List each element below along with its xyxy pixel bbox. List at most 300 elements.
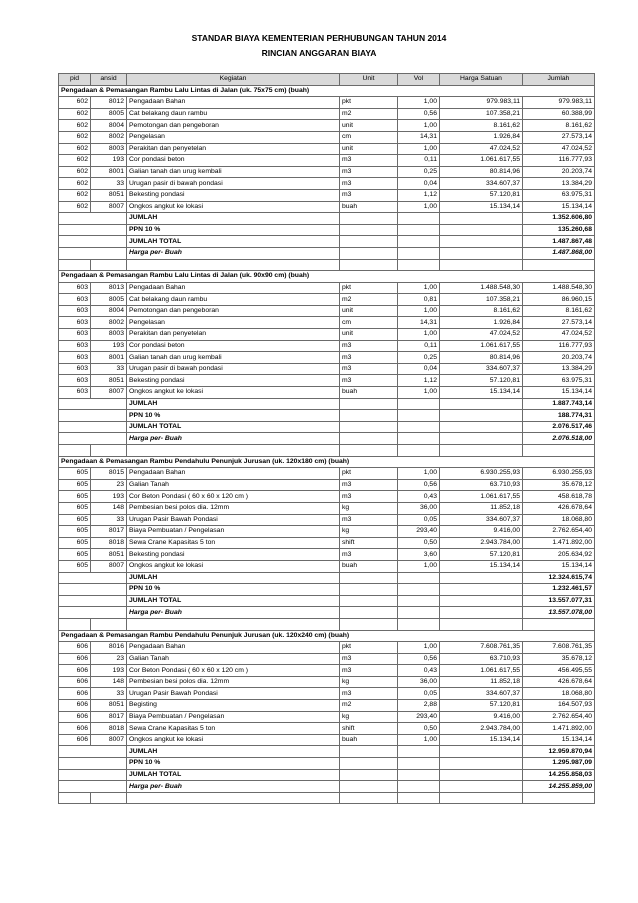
cell-pid: 603 xyxy=(59,329,91,341)
cell-pid: 605 xyxy=(59,514,91,526)
cell-unit: unit xyxy=(340,305,398,317)
cell-vol: 1,00 xyxy=(398,201,440,213)
summary-row xyxy=(59,758,595,770)
summary-row xyxy=(59,607,595,619)
summary-blank xyxy=(398,746,440,758)
summary-label: JUMLAH TOTAL xyxy=(127,421,340,433)
summary-label: JUMLAH TOTAL xyxy=(127,595,340,607)
table-row xyxy=(59,166,595,178)
cell-vol: 0,25 xyxy=(398,166,440,178)
summary-amount: 13.557.078,00 xyxy=(523,607,595,619)
summary-blank xyxy=(440,224,523,236)
cell-unit: kg xyxy=(340,676,398,688)
summary-label: JUMLAH xyxy=(127,398,340,410)
cell-kegiatan: Ongkos angkut ke lokasi xyxy=(127,734,340,746)
cell-harga-satuan: 57.120,81 xyxy=(440,700,523,712)
summary-amount: 1.295.987,09 xyxy=(523,758,595,770)
cell-kegiatan: Cor pondasi beton xyxy=(127,340,340,352)
table-row xyxy=(59,97,595,109)
cell-harga-satuan: 15.134,14 xyxy=(440,560,523,572)
summary-blank xyxy=(340,236,398,248)
cell-harga-satuan: 1.061.617,55 xyxy=(440,340,523,352)
cell-kegiatan: Pengelasan xyxy=(127,131,340,143)
blank-cell xyxy=(440,445,523,457)
cell-ansid: 33 xyxy=(91,178,127,190)
cell-unit: buah xyxy=(340,387,398,399)
blank-cell xyxy=(91,259,127,271)
summary-amount: 14.255.859,00 xyxy=(523,781,595,793)
section-title: Pengadaan & Pemasangan Rambu Lalu Lintas di Jalan (uk. 75x75 cm) (buah) xyxy=(59,85,595,97)
cell-harga-satuan: 8.161,62 xyxy=(440,120,523,132)
cell-harga-satuan: 8.161,62 xyxy=(440,305,523,317)
cell-harga-satuan: 11.852,18 xyxy=(440,676,523,688)
table-row xyxy=(59,329,595,341)
summary-blank xyxy=(440,433,523,445)
cell-ansid: 33 xyxy=(91,688,127,700)
cell-ansid: 23 xyxy=(91,653,127,665)
table-row xyxy=(59,502,595,514)
summary-blank xyxy=(59,572,127,584)
cell-harga-satuan: 63.710,93 xyxy=(440,479,523,491)
cell-harga-satuan: 2.943.784,00 xyxy=(440,537,523,549)
blank-cell xyxy=(59,259,91,271)
cell-harga-satuan: 6.930.255,93 xyxy=(440,468,523,480)
summary-label: Harga per- Buah xyxy=(127,433,340,445)
summary-amount: 12.324.615,74 xyxy=(523,572,595,584)
table-row xyxy=(59,688,595,700)
cell-harga-satuan: 1.061.617,55 xyxy=(440,155,523,167)
cell-vol: 1,00 xyxy=(398,642,440,654)
cell-vol: 36,00 xyxy=(398,676,440,688)
cell-vol: 36,00 xyxy=(398,502,440,514)
summary-blank xyxy=(340,213,398,225)
summary-row xyxy=(59,247,595,259)
cell-unit: buah xyxy=(340,560,398,572)
cell-jumlah: 205.634,92 xyxy=(523,549,595,561)
summary-blank xyxy=(440,769,523,781)
cell-pid: 606 xyxy=(59,665,91,677)
cell-kegiatan: Bekesting pondasi xyxy=(127,549,340,561)
summary-row xyxy=(59,421,595,433)
summary-blank xyxy=(398,236,440,248)
cell-pid: 606 xyxy=(59,734,91,746)
cell-pid: 606 xyxy=(59,711,91,723)
summary-blank xyxy=(398,224,440,236)
cell-unit: m3 xyxy=(340,178,398,190)
section-title-row xyxy=(59,630,595,642)
cell-pid: 606 xyxy=(59,642,91,654)
blank-row xyxy=(59,259,595,271)
cell-unit: m3 xyxy=(340,340,398,352)
cell-jumlah: 8.161,62 xyxy=(523,120,595,132)
cell-kegiatan: Galian Tanah xyxy=(127,653,340,665)
cell-vol: 1,00 xyxy=(398,97,440,109)
cell-harga-satuan: 334.607,37 xyxy=(440,514,523,526)
cell-harga-satuan: 107.358,21 xyxy=(440,294,523,306)
summary-blank xyxy=(440,421,523,433)
summary-blank xyxy=(440,398,523,410)
cell-jumlah: 63.975,31 xyxy=(523,189,595,201)
summary-blank xyxy=(340,247,398,259)
cell-kegiatan: Pengadaan Bahan xyxy=(127,97,340,109)
cell-ansid: 8001 xyxy=(91,352,127,364)
cell-pid: 603 xyxy=(59,305,91,317)
blank-cell xyxy=(440,618,523,630)
summary-amount: 188.774,31 xyxy=(523,410,595,422)
table-row xyxy=(59,560,595,572)
summary-amount: 13.557.077,31 xyxy=(523,595,595,607)
summary-blank xyxy=(398,595,440,607)
cell-ansid: 8051 xyxy=(91,700,127,712)
cell-kegiatan: Urugan pasir di bawah pondasi xyxy=(127,363,340,375)
table-row xyxy=(59,723,595,735)
summary-blank xyxy=(440,607,523,619)
summary-label: JUMLAH TOTAL xyxy=(127,236,340,248)
cell-jumlah: 164.507,93 xyxy=(523,700,595,712)
table-row xyxy=(59,665,595,677)
summary-row xyxy=(59,584,595,596)
blank-cell xyxy=(523,618,595,630)
cell-harga-satuan: 15.134,14 xyxy=(440,734,523,746)
summary-blank xyxy=(398,433,440,445)
cell-jumlah: 1.471.892,00 xyxy=(523,537,595,549)
cell-ansid: 193 xyxy=(91,665,127,677)
cell-ansid: 8015 xyxy=(91,468,127,480)
cell-harga-satuan: 11.852,18 xyxy=(440,502,523,514)
cell-unit: m3 xyxy=(340,549,398,561)
cell-vol: 0,05 xyxy=(398,514,440,526)
cell-jumlah: 63.975,31 xyxy=(523,375,595,387)
cell-unit: m3 xyxy=(340,375,398,387)
blank-cell xyxy=(127,259,340,271)
cell-jumlah: 7.608.761,35 xyxy=(523,642,595,654)
cell-jumlah: 27.573,14 xyxy=(523,317,595,329)
table-body xyxy=(59,85,595,804)
table-row xyxy=(59,711,595,723)
cell-vol: 0,56 xyxy=(398,479,440,491)
cell-pid: 602 xyxy=(59,108,91,120)
cell-unit: buah xyxy=(340,201,398,213)
cell-pid: 603 xyxy=(59,294,91,306)
cell-pid: 602 xyxy=(59,155,91,167)
cell-ansid: 8007 xyxy=(91,201,127,213)
summary-blank xyxy=(59,398,127,410)
table-row xyxy=(59,294,595,306)
cell-ansid: 33 xyxy=(91,514,127,526)
cell-unit: pkt xyxy=(340,282,398,294)
cell-unit: kg xyxy=(340,711,398,723)
table-row xyxy=(59,363,595,375)
table-row xyxy=(59,642,595,654)
summary-blank xyxy=(59,781,127,793)
budget-table xyxy=(58,73,595,804)
cell-jumlah: 13.384,29 xyxy=(523,363,595,375)
summary-amount: 1.232.461,57 xyxy=(523,584,595,596)
cell-ansid: 8005 xyxy=(91,108,127,120)
cell-ansid: 8004 xyxy=(91,305,127,317)
cell-vol: 0,04 xyxy=(398,178,440,190)
summary-blank xyxy=(440,584,523,596)
cell-vol: 0,50 xyxy=(398,537,440,549)
summary-blank xyxy=(340,607,398,619)
cell-jumlah: 86.960,15 xyxy=(523,294,595,306)
cell-pid: 605 xyxy=(59,560,91,572)
cell-pid: 605 xyxy=(59,468,91,480)
cell-harga-satuan: 2.943.784,00 xyxy=(440,723,523,735)
cell-harga-satuan: 57.120,81 xyxy=(440,549,523,561)
cell-harga-satuan: 57.120,81 xyxy=(440,189,523,201)
cell-jumlah: 15.134,14 xyxy=(523,387,595,399)
cell-jumlah: 20.203,74 xyxy=(523,166,595,178)
cell-jumlah: 2.762.654,40 xyxy=(523,526,595,538)
blank-cell xyxy=(127,618,340,630)
table-row xyxy=(59,178,595,190)
blank-cell xyxy=(91,792,127,804)
cell-kegiatan: Biaya Pembuatan / Pengelasan xyxy=(127,711,340,723)
cell-vol: 1,00 xyxy=(398,387,440,399)
summary-amount: 1.487.868,00 xyxy=(523,247,595,259)
cell-harga-satuan: 9.416,00 xyxy=(440,526,523,538)
cell-unit: shift xyxy=(340,537,398,549)
cell-kegiatan: Pembesian besi polos dia. 12mm xyxy=(127,676,340,688)
summary-blank xyxy=(440,758,523,770)
summary-blank xyxy=(398,398,440,410)
cell-jumlah: 458.618,78 xyxy=(523,491,595,503)
cell-vol: 0,81 xyxy=(398,294,440,306)
blank-cell xyxy=(398,259,440,271)
cell-unit: cm xyxy=(340,131,398,143)
table-row xyxy=(59,734,595,746)
cell-jumlah: 35.678,12 xyxy=(523,479,595,491)
cell-pid: 603 xyxy=(59,352,91,364)
summary-row xyxy=(59,236,595,248)
cell-unit: pkt xyxy=(340,642,398,654)
cell-unit: m3 xyxy=(340,688,398,700)
col-header-unit: Unit xyxy=(340,74,398,86)
summary-blank xyxy=(59,769,127,781)
cell-pid: 603 xyxy=(59,363,91,375)
cell-harga-satuan: 107.358,21 xyxy=(440,108,523,120)
summary-label: PPN 10 % xyxy=(127,224,340,236)
table-row xyxy=(59,479,595,491)
summary-row xyxy=(59,769,595,781)
cell-harga-satuan: 63.710,93 xyxy=(440,653,523,665)
cell-kegiatan: Pemotongan dan pengeboran xyxy=(127,305,340,317)
cell-kegiatan: Cat belakang daun rambu xyxy=(127,294,340,306)
cell-vol: 0,56 xyxy=(398,653,440,665)
table-row xyxy=(59,514,595,526)
summary-row xyxy=(59,224,595,236)
cell-unit: kg xyxy=(340,526,398,538)
cell-kegiatan: Sewa Crane Kapasitas 5 ton xyxy=(127,537,340,549)
cell-ansid: 8005 xyxy=(91,294,127,306)
cell-pid: 606 xyxy=(59,700,91,712)
cell-unit: m3 xyxy=(340,491,398,503)
summary-row xyxy=(59,572,595,584)
cell-vol: 1,00 xyxy=(398,282,440,294)
table-row xyxy=(59,120,595,132)
cell-harga-satuan: 1.926,84 xyxy=(440,317,523,329)
cell-jumlah: 35.678,12 xyxy=(523,653,595,665)
blank-cell xyxy=(440,792,523,804)
cell-jumlah: 426.678,64 xyxy=(523,502,595,514)
cell-jumlah: 15.134,14 xyxy=(523,560,595,572)
cell-kegiatan: Pengadaan Bahan xyxy=(127,282,340,294)
cell-pid: 606 xyxy=(59,676,91,688)
cell-harga-satuan: 15.134,14 xyxy=(440,387,523,399)
cell-harga-satuan: 7.608.761,35 xyxy=(440,642,523,654)
summary-row xyxy=(59,410,595,422)
cell-ansid: 193 xyxy=(91,340,127,352)
cell-unit: pkt xyxy=(340,97,398,109)
col-header-harga-satuan: Harga Satuan xyxy=(440,74,523,86)
summary-blank xyxy=(59,607,127,619)
section-title: Pengadaan & Pemasangan Rambu Pendahulu Penunjuk Jurusan (uk. 120x240 cm) (buah) xyxy=(59,630,595,642)
cell-pid: 602 xyxy=(59,131,91,143)
table-row xyxy=(59,549,595,561)
cell-unit: shift xyxy=(340,723,398,735)
cell-vol: 1,00 xyxy=(398,734,440,746)
cell-jumlah: 47.024,52 xyxy=(523,143,595,155)
cell-kegiatan: Cor Beton Pondasi ( 60 x 60 x 120 cm ) xyxy=(127,491,340,503)
table-row xyxy=(59,282,595,294)
cell-kegiatan: Cor pondasi beton xyxy=(127,155,340,167)
cell-unit: unit xyxy=(340,143,398,155)
table-row xyxy=(59,317,595,329)
cell-ansid: 8003 xyxy=(91,329,127,341)
blank-row xyxy=(59,618,595,630)
summary-blank xyxy=(340,421,398,433)
summary-blank xyxy=(440,595,523,607)
summary-blank xyxy=(398,572,440,584)
cell-ansid: 8007 xyxy=(91,560,127,572)
summary-row xyxy=(59,595,595,607)
summary-row xyxy=(59,213,595,225)
cell-pid: 606 xyxy=(59,723,91,735)
col-header-kegiatan: Kegiatan xyxy=(127,74,340,86)
cell-jumlah: 426.678,64 xyxy=(523,676,595,688)
cell-ansid: 8012 xyxy=(91,97,127,109)
cell-kegiatan: Begisting xyxy=(127,700,340,712)
col-header-ansid: ansid xyxy=(91,74,127,86)
cell-vol: 1,00 xyxy=(398,329,440,341)
cell-vol: 1,00 xyxy=(398,560,440,572)
summary-blank xyxy=(59,247,127,259)
cell-harga-satuan: 334.607,37 xyxy=(440,688,523,700)
cell-harga-satuan: 80.814,96 xyxy=(440,166,523,178)
cell-ansid: 8051 xyxy=(91,189,127,201)
cell-kegiatan: Cor Beton Pondasi ( 60 x 60 x 120 cm ) xyxy=(127,665,340,677)
summary-amount: 2.076.518,00 xyxy=(523,433,595,445)
cell-vol: 0,05 xyxy=(398,688,440,700)
cell-jumlah: 27.573,14 xyxy=(523,131,595,143)
cell-kegiatan: Pengadaan Bahan xyxy=(127,642,340,654)
cell-pid: 602 xyxy=(59,143,91,155)
cell-harga-satuan: 334.607,37 xyxy=(440,178,523,190)
cell-kegiatan: Ongkos angkut ke lokasi xyxy=(127,387,340,399)
cell-kegiatan: Biaya Pembuatan / Pengelasan xyxy=(127,526,340,538)
cell-jumlah: 20.203,74 xyxy=(523,352,595,364)
cell-kegiatan: Pembesian besi polos dia. 12mm xyxy=(127,502,340,514)
summary-row xyxy=(59,781,595,793)
summary-blank xyxy=(440,236,523,248)
summary-blank xyxy=(340,746,398,758)
col-header-vol: Vol xyxy=(398,74,440,86)
table-row xyxy=(59,305,595,317)
summary-blank xyxy=(59,758,127,770)
table-row xyxy=(59,108,595,120)
summary-blank xyxy=(440,746,523,758)
cell-jumlah: 15.134,14 xyxy=(523,201,595,213)
section-title-row xyxy=(59,456,595,468)
cell-ansid: 148 xyxy=(91,676,127,688)
summary-blank xyxy=(59,584,127,596)
summary-label: JUMLAH xyxy=(127,572,340,584)
summary-blank xyxy=(59,433,127,445)
cell-kegiatan: Sewa Crane Kapasitas 5 ton xyxy=(127,723,340,735)
cell-pid: 602 xyxy=(59,178,91,190)
cell-kegiatan: Galian tanah dan urug kembali xyxy=(127,166,340,178)
cell-pid: 606 xyxy=(59,653,91,665)
cell-harga-satuan: 15.134,14 xyxy=(440,201,523,213)
cell-jumlah: 13.384,29 xyxy=(523,178,595,190)
table-row xyxy=(59,526,595,538)
cell-unit: m3 xyxy=(340,155,398,167)
summary-label: Harga per- Buah xyxy=(127,607,340,619)
summary-label: JUMLAH TOTAL xyxy=(127,769,340,781)
summary-amount: 2.076.517,46 xyxy=(523,421,595,433)
cell-jumlah: 1.471.892,00 xyxy=(523,723,595,735)
table-row xyxy=(59,387,595,399)
cell-jumlah: 15.134,14 xyxy=(523,734,595,746)
cell-pid: 605 xyxy=(59,549,91,561)
cell-kegiatan: Perakitan dan penyetelan xyxy=(127,329,340,341)
cell-vol: 0,11 xyxy=(398,155,440,167)
summary-blank xyxy=(398,421,440,433)
cell-ansid: 8003 xyxy=(91,143,127,155)
cell-kegiatan: Galian Tanah xyxy=(127,479,340,491)
cell-ansid: 8018 xyxy=(91,537,127,549)
blank-cell xyxy=(523,445,595,457)
summary-blank xyxy=(398,781,440,793)
cell-ansid: 193 xyxy=(91,155,127,167)
summary-amount: 12.959.870,94 xyxy=(523,746,595,758)
cell-jumlah: 60.388,99 xyxy=(523,108,595,120)
summary-blank xyxy=(59,213,127,225)
table-row xyxy=(59,143,595,155)
section-title-row xyxy=(59,85,595,97)
summary-blank xyxy=(340,224,398,236)
cell-harga-satuan: 80.814,96 xyxy=(440,352,523,364)
cell-vol: 14,31 xyxy=(398,131,440,143)
cell-harga-satuan: 1.061.617,55 xyxy=(440,665,523,677)
cell-vol: 0,04 xyxy=(398,363,440,375)
cell-vol: 1,12 xyxy=(398,375,440,387)
summary-blank xyxy=(440,247,523,259)
cell-jumlah: 116.777,93 xyxy=(523,155,595,167)
blank-cell xyxy=(59,792,91,804)
summary-row xyxy=(59,746,595,758)
cell-kegiatan: Pemotongan dan pengeboran xyxy=(127,120,340,132)
summary-blank xyxy=(340,398,398,410)
cell-ansid: 8007 xyxy=(91,387,127,399)
cell-unit: m3 xyxy=(340,653,398,665)
cell-vol: 1,00 xyxy=(398,468,440,480)
cell-pid: 602 xyxy=(59,201,91,213)
cell-kegiatan: Bekesting pondasi xyxy=(127,189,340,201)
summary-blank xyxy=(340,758,398,770)
cell-unit: unit xyxy=(340,120,398,132)
